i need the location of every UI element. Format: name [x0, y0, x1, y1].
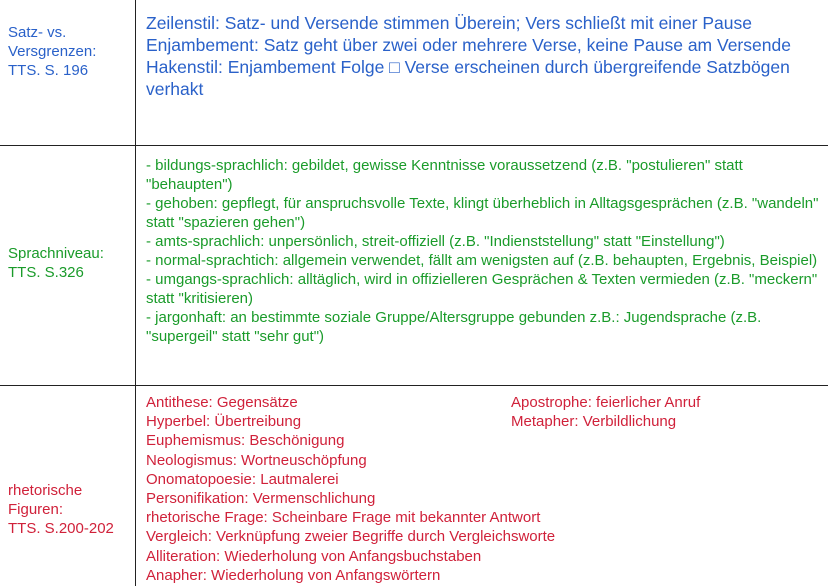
figure-row — [146, 412, 822, 431]
row-content-sprachniveau — [146, 156, 822, 346]
row-label-satz-versgrenzen — [8, 23, 130, 80]
figure-row — [146, 431, 822, 450]
row-label-line: Satz- vs. — [8, 24, 67, 41]
figure-item: Alliteration: Wiederholung von Anfangsbuchstaben — [146, 547, 482, 565]
figure-row — [146, 508, 822, 527]
row-label-line: Versgrenzen: — [8, 43, 97, 60]
figure-item: Vergleich: Verknüpfung zweier Begriffe durch Vergleichsworte — [146, 528, 556, 546]
row-label-sprachniveau — [8, 244, 130, 282]
figure-row — [146, 566, 822, 585]
figure-row — [146, 451, 822, 470]
figure-row — [146, 470, 822, 489]
figure-item: Onomatopoesie: Lautmalerei — [146, 470, 339, 488]
column-divider — [135, 0, 136, 586]
figure-item: rhetorische Frage: Scheinbare Frage mit bekannter Antwort — [146, 509, 541, 527]
figure-row — [146, 393, 822, 412]
level-normalsprachlich: - normal-sprachtich: allgemein verwendet, fällt am wenigsten auf (z.B. behaupten, Ergebnis, Beispiel) — [146, 252, 818, 269]
row-label-line: TTS. S. 196 — [8, 62, 89, 79]
row-label-line: rhetorische — [8, 482, 83, 499]
level-amtssprachlich: - amts-sprachlich: unpersönlich, streit-offiziell (z.B. "Indienststellung" statt "Einstellung") — [146, 233, 725, 250]
figure-item: Euphemismus: Beschönigung — [146, 432, 345, 450]
figure-item: Anapher: Wiederholung von Anfangswörtern — [146, 566, 441, 584]
figure-row — [146, 527, 822, 546]
row-content-rhetorische-figuren — [146, 393, 822, 585]
figure-row — [146, 489, 822, 508]
figure-item: Metapher: Verbildlichung — [511, 413, 677, 431]
definition-enjambement: Enjambement: Satz geht über zwei oder mehrere Verse, keine Pause am Versende — [146, 35, 791, 55]
figure-row — [146, 547, 822, 566]
figure-item: Hyperbel: Übertreibung — [146, 413, 302, 431]
row-content-satz-versgrenzen — [146, 12, 822, 100]
row-divider-1 — [0, 145, 828, 146]
row-label-rhetorische-figuren — [8, 481, 130, 538]
figure-item: Antithese: Gegensätze — [146, 394, 298, 411]
level-umgangssprachlich: - umgangs-sprachlich: alltäglich, wird in offizielleren Gesprächen & Texten vermieden (z.B. "meckern" statt "kritisieren) — [146, 271, 818, 307]
figure-item: Neologismus: Wortneuschöpfung — [146, 451, 367, 469]
row-label-line: TTS. S.326 — [8, 264, 84, 281]
row-label-line: TTS. S.200-202 — [8, 520, 114, 537]
definition-hakenstil: Hakenstil: Enjambement Folge □ Verse erscheinen durch übergreifende Satzbögen verhakt — [146, 57, 790, 99]
row-label-line: Sprachniveau: — [8, 245, 104, 262]
level-jargonhaft: - jargonhaft: an bestimmte soziale Gruppe/Altersgruppe gebunden z.B.: Jugendsprache (z.B. "supergeil" statt "sehr gut") — [146, 309, 762, 345]
figure-item: Personifikation: Vermenschlichung — [146, 489, 376, 507]
figure-item: Apostrophe: feierlicher Anruf — [511, 394, 701, 411]
level-bildungssprachlich: - bildungs-sprachlich: gebildet, gewisse Kenntnisse voraussetzend (z.B. "postulieren" statt "behaupten") — [146, 157, 743, 193]
level-gehoben: - gehoben: gepflegt, für anspruchsvolle Texte, klingt überheblich in Alltagsgesprächen (z.B. "wandeln" statt "spazieren gehen") — [146, 195, 819, 231]
definition-zeilenstil: Zeilenstil: Satz- und Versende stimmen Überein; Vers schließt mit einer Pause — [146, 13, 752, 33]
row-divider-2 — [0, 385, 828, 386]
row-label-line: Figuren: — [8, 501, 64, 518]
